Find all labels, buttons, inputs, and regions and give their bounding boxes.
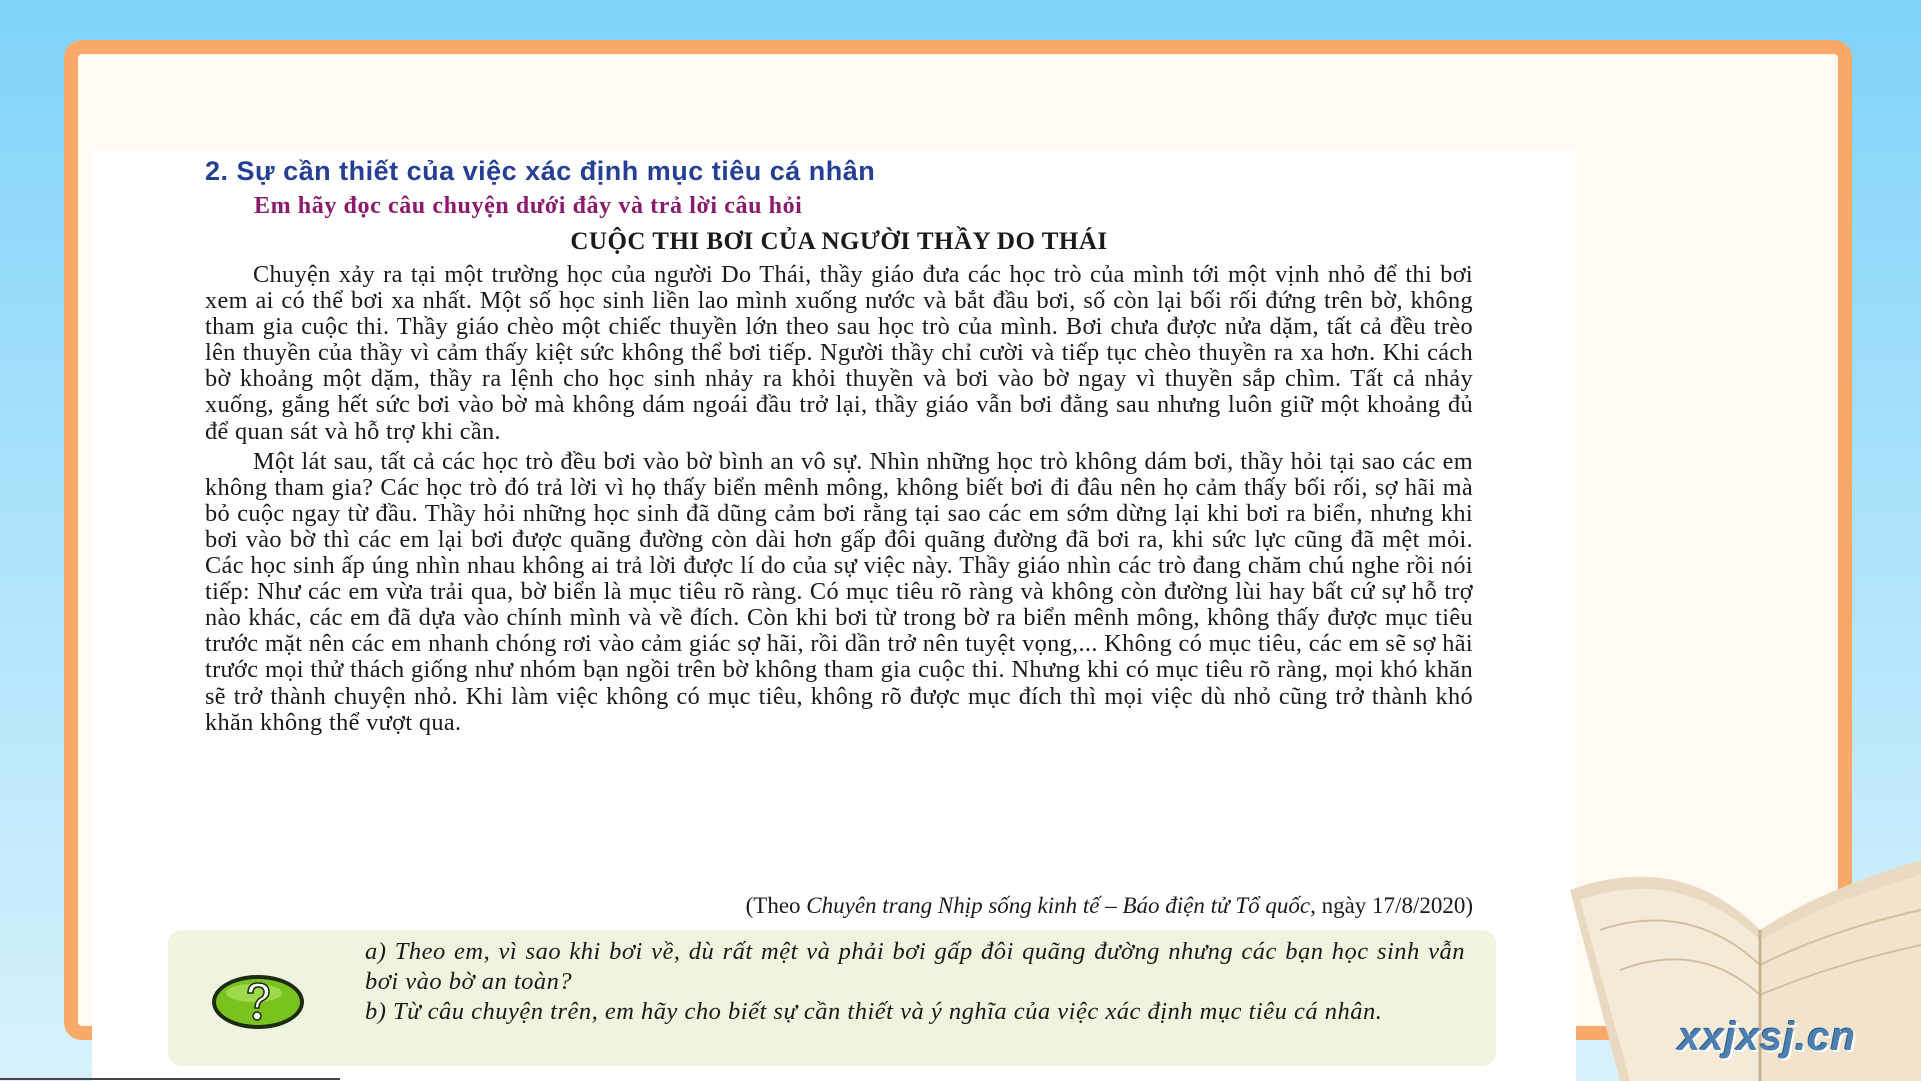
- story-source: [205, 893, 1473, 919]
- story-body: [205, 262, 1473, 740]
- reading-instruction: Em hãy đọc câu chuyện dưới đây và trả lời câu hỏi: [254, 193, 803, 219]
- story-paragraph-1: Chuyện xảy ra tại một trường học của người Do Thái, thầy giáo đưa các học trò của mình tới một vịnh nhỏ để thi bơi xem ai có thể bơi xa nhất. Một số học sinh liền lao mình xuống nước và bắt đầu bơi, số còn lại bối rối đứng trên bờ, không tham gia cuộc thi. Thầy giáo chèo một chiếc thuyền lớn theo sau học trò của mình. Bơi chưa được nửa dặm, tất cả đều trèo lên thuyền của thầy vì cảm thấy kiệt sức không thể bơi tiếp. Người thầy chỉ cười và tiếp tục chèo thuyền ra xa hơn. Khi cách bờ khoảng một dặm, thầy ra lệnh cho học sinh nhảy ra khỏi thuyền và bơi vào bờ ngay vì thuyền sắp chìm. Tất cả nhảy xuống, gắng hết sức bơi vào bờ mà không dám ngoái đầu trở lại, thầy giáo vẫn bơi đằng sau nhưng luôn giữ một khoảng đủ để quan sát và hỗ trợ khi cần.: [205, 261, 1473, 445]
- source-date: , ngày 17/8/2020): [1310, 893, 1473, 918]
- watermark: xxjxsj.cn: [1678, 1015, 1857, 1059]
- questions: [365, 937, 1465, 1027]
- section-heading: 2. Sự cần thiết của việc xác định mục tiêu cá nhân: [205, 156, 876, 186]
- source-publication: Chuyên trang Nhịp sống kinh tế – Báo điện tử Tổ quốc: [806, 893, 1311, 918]
- story-paragraph-2: Một lát sau, tất cả các học trò đều bơi vào bờ bình an vô sự. Nhìn những học trò không dám bơi, thầy hỏi tại sao các em không tham gia? Các học trò đó trả lời vì họ thấy biển mênh mông, không biết bơi đi đâu nên họ cảm thấy bối rối, sợ hãi mà bỏ cuộc ngay từ đầu. Thầy hỏi những học sinh đã dũng cảm bơi rằng tại sao các em sớm dừng lại khi bơi ra biển, nhưng khi bơi vào bờ thì các em lại bơi được quãng đường còn dài hơn gấp đôi quãng đường đã bơi ra, khi sức lực cũng đã mệt mỏi. Các học sinh ấp úng nhìn nhau không ai trả lời được lí do của sự việc này. Thầy giáo nhìn các trò đang chăm chú nghe rồi nói tiếp: Như các em vừa trải qua, bờ biển là mục tiêu rõ ràng. Có mục tiêu rõ ràng và không còn đường lùi hay bất cứ sự hỗ trợ nào khác, các em đã dựa vào chính mình và về đích. Còn khi bơi từ trong bờ ra biển mênh mông, không thấy được mục tiêu trước mặt nên các em nhanh chóng rơi vào cảm giác sợ hãi, rồi dần trở nên tuyệt vọng,... Không có mục tiêu, các em sẽ sợ hãi trước mọi thử thách giống như nhóm bạn ngồi trên bờ không tham gia cuộc thi. Nhưng khi có mục tiêu rõ ràng, mọi khó khăn sẽ trở thành chuyện nhỏ. Khi làm việc không có mục tiêu, không rõ được mục đích thì mọi việc dù nhỏ cũng trở thành khó khăn không thể vượt qua.: [205, 447, 1473, 736]
- question-mark-icon: [210, 973, 306, 1031]
- source-prefix: (Theo: [745, 893, 807, 918]
- story-title: CUỘC THI BƠI CỦA NGƯỜI THẦY DO THÁI: [570, 228, 1108, 255]
- bottom-rule: [0, 1078, 340, 1080]
- question-a: a) Theo em, vì sao khi bơi về, dù rất mệt và phải bơi gấp đôi quãng đường nhưng các bạn học sinh vẫn bơi vào bờ an toàn?: [365, 938, 1465, 995]
- question-b: b) Từ câu chuyện trên, em hãy cho biết sự cần thiết và ý nghĩa của việc xác định mục tiêu cá nhân.: [365, 998, 1383, 1025]
